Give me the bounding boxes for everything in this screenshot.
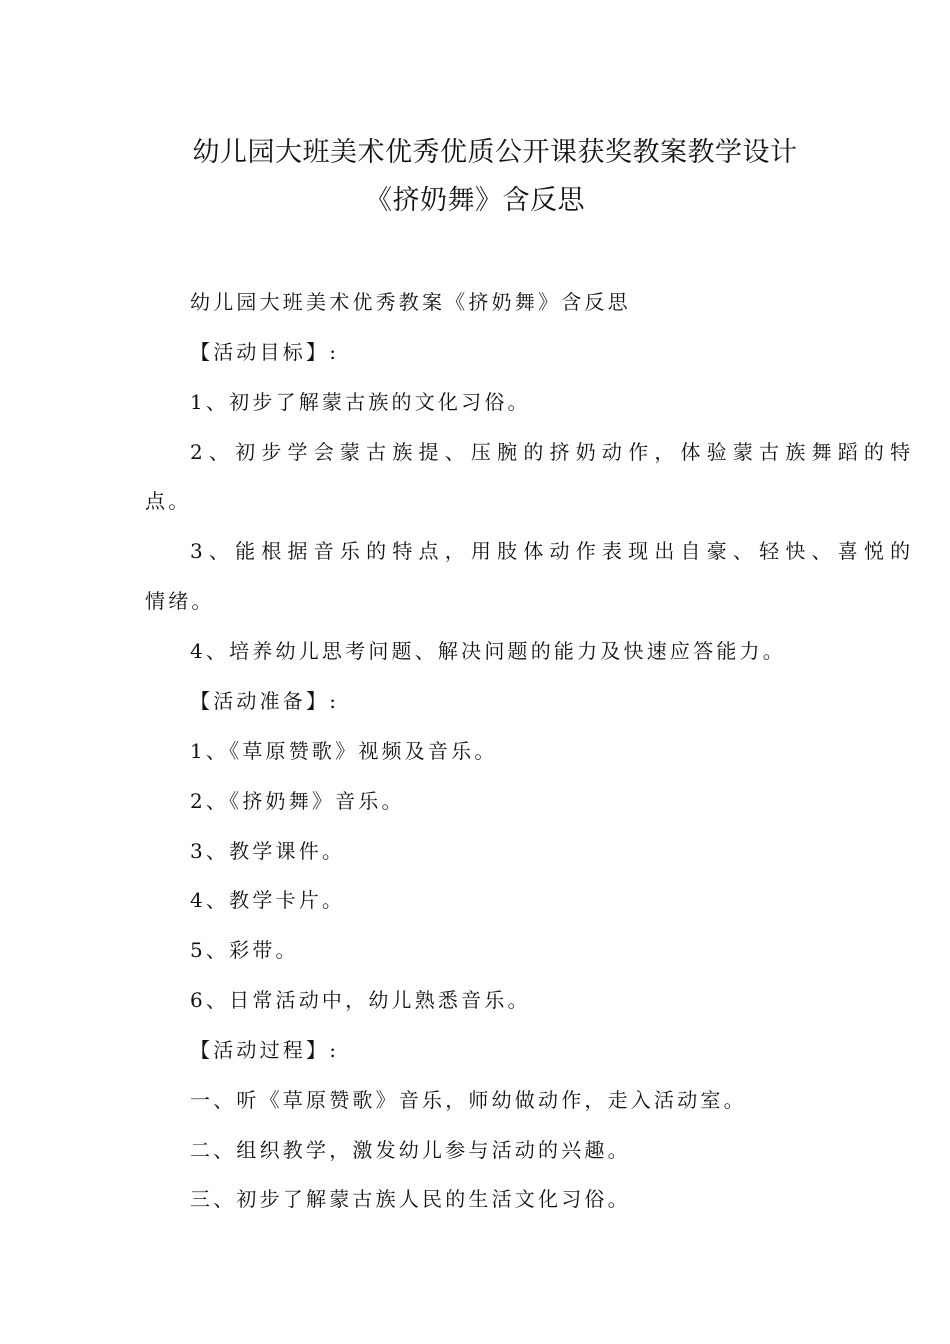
goal-item-3-continued: 情绪。	[145, 589, 215, 613]
goal-item-1: 1、初步了解蒙古族的文化习俗。	[190, 390, 531, 414]
goal-item-2-continued: 点。	[145, 489, 192, 513]
preparation-item-1: 1、《草原赞歌》视频及音乐。	[190, 739, 498, 763]
process-item-3: 三、初步了解蒙古族人民的生活文化习俗。	[190, 1187, 631, 1211]
document-title-line-2: 《挤奶舞》含反思	[365, 185, 585, 216]
preparation-item-5: 5、彩带。	[190, 938, 299, 962]
process-item-2: 二、组织教学，激发幼儿参与活动的兴趣。	[190, 1138, 631, 1162]
preparation-item-3: 3、教学课件。	[190, 839, 346, 863]
preparation-heading: 【活动准备】:	[190, 689, 340, 713]
document-subtitle: 幼儿园大班美术优秀教案《挤奶舞》含反思	[190, 290, 631, 314]
process-heading: 【活动过程】:	[190, 1038, 340, 1062]
preparation-item-2: 2、《挤奶舞》音乐。	[190, 789, 405, 813]
goals-heading: 【活动目标】:	[190, 340, 340, 364]
process-item-1: 一、听《草原赞歌》音乐，师幼做动作，走入活动室。	[190, 1088, 747, 1112]
preparation-item-4: 4、教学卡片。	[190, 888, 346, 912]
goal-item-4: 4、培养幼儿思考问题、解决问题的能力及快速应答能力。	[190, 639, 786, 663]
goal-item-2: 2、初步学会蒙古族提、压腕的挤奶动作，体验蒙古族舞蹈的特	[190, 440, 917, 464]
goal-item-3: 3、能根据音乐的特点，用肢体动作表现出自豪、轻快、喜悦的	[190, 539, 917, 563]
document-title-line-1: 幼儿园大班美术优秀优质公开课获奖教案教学设计	[192, 137, 798, 168]
preparation-item-6: 6、日常活动中，幼儿熟悉音乐。	[190, 988, 531, 1012]
